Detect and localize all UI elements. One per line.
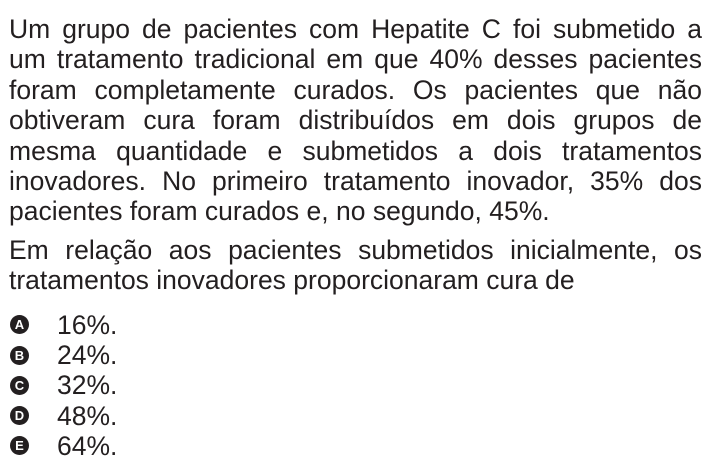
option-letter-b-badge: B: [10, 346, 29, 365]
answer-options: [9, 310, 702, 461]
option-d-text: 48%.: [57, 400, 118, 431]
option-a-text: 16%.: [57, 309, 118, 340]
option-letter-d-badge: D: [10, 406, 29, 425]
option-c[interactable]: [9, 370, 702, 400]
option-letter-e-badge: E: [10, 436, 29, 455]
question-prompt: Em relação aos pacientes submetidos inicialmente, os tratamentos inovadores proporcionaram cura de: [9, 234, 702, 296]
question-statement: Um grupo de pacientes com Hepatite C foi submetido a um tratamento tradicional em que 40% desses pacientes foram completamente curados. Os pacientes que não obtiveram cura foram distribuídos em dois grupos de mesma quantidade e submetidos a dois tratamentos inovadores. No primeiro tratamento inovador, 35% dos pacientes foram curados e, no segundo, 45%.: [9, 14, 702, 227]
option-a[interactable]: [9, 310, 702, 340]
option-e-text: 64%.: [57, 430, 118, 461]
option-b[interactable]: [9, 340, 702, 370]
option-letter-a-badge: A: [10, 315, 29, 334]
option-e[interactable]: [9, 431, 702, 461]
option-b-text: 24%.: [57, 339, 118, 370]
option-letter-c-badge: C: [10, 376, 29, 395]
option-d[interactable]: [9, 401, 702, 431]
option-c-text: 32%.: [57, 370, 118, 401]
